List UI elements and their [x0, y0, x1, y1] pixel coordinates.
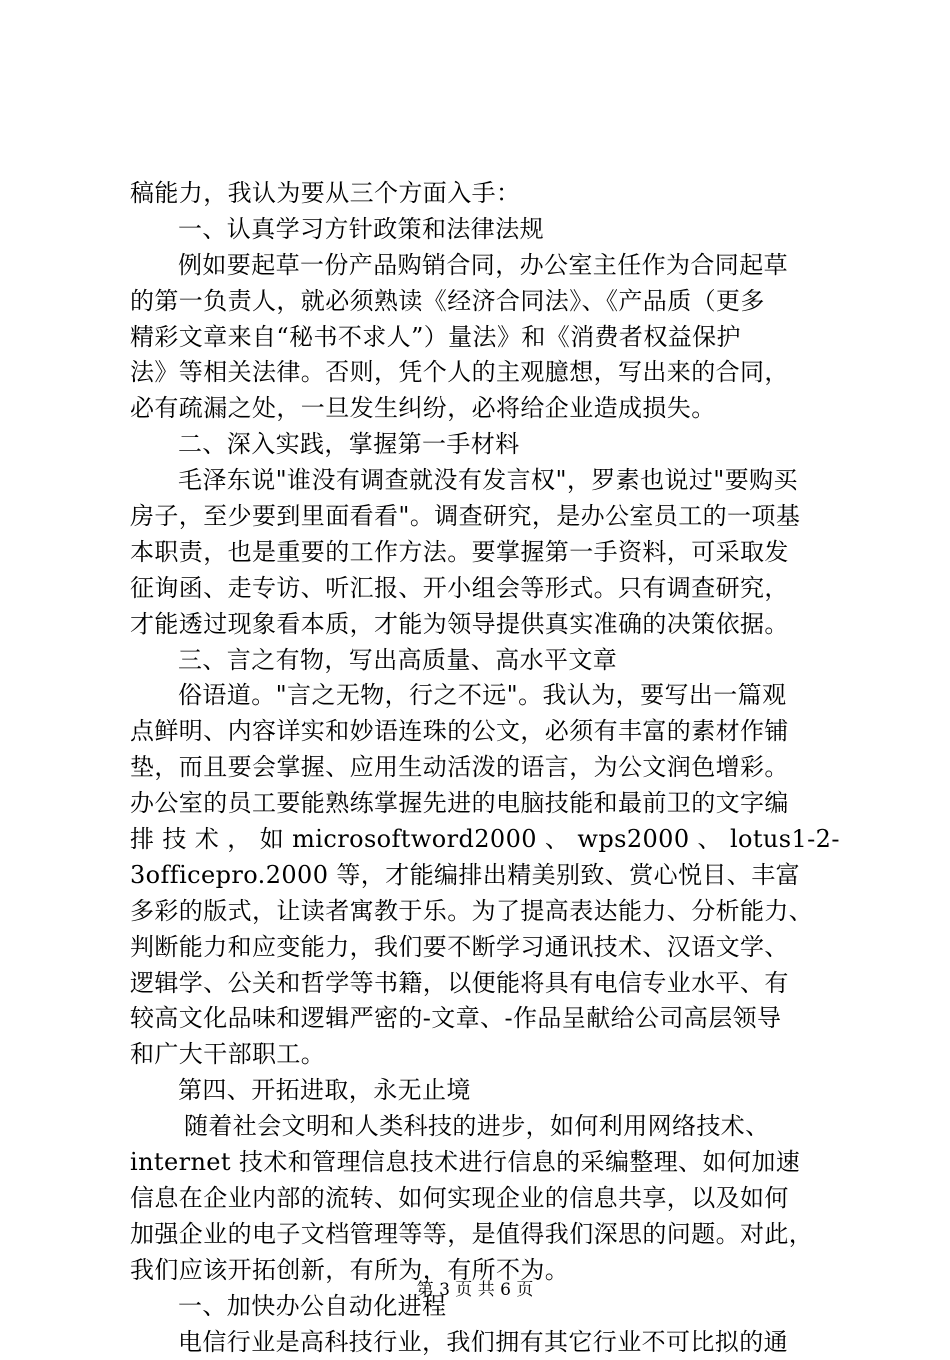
- paragraph-line: 电信行业是高科技行业，我们拥有其它行业不可比拟的通: [130, 1325, 840, 1360]
- paragraph-line: 必有疏漏之处，一旦发生纠纷，必将给企业造成损失。: [130, 391, 840, 427]
- paragraph-line: 法》等相关法律。否则，凭个人的主观臆想，写出来的合同，: [130, 355, 840, 391]
- paragraph-line: 毛泽东说"谁没有调查就没有发言权"，罗素也说过"要购买: [130, 463, 840, 499]
- paragraph-line: 房子，至少要到里面看看"。调查研究，是办公室员工的一项基: [130, 499, 840, 535]
- paragraph-line: 精彩文章来自“秘书不求人”）量法》和《消费者权益保护: [130, 320, 840, 356]
- paragraph-line: 较高文化品味和逻辑严密的-文章、-作品呈献给公司高层领导: [130, 1001, 840, 1037]
- paragraph-line: 办公室的员工要能熟练掌握先进的电脑技能和最前卫的文字编: [130, 786, 840, 822]
- page-number-footer: 第 3 页 共 6 页: [0, 1278, 950, 1302]
- paragraph-line: 稿能力，我认为要从三个方面入手：: [130, 176, 840, 212]
- paragraph-line: 信息在企业内部的流转、如何实现企业的信息共享，以及如何: [130, 1181, 840, 1217]
- paragraph-line: 才能透过现象看本质，才能为领导提供真实准确的决策依据。: [130, 607, 840, 643]
- paragraph-line: 垫，而且要会掌握、应用生动活泼的语言，为公文润色增彩。: [130, 750, 840, 786]
- paragraph-line: 本职责，也是重要的工作方法。要掌握第一手资料，可采取发: [130, 535, 840, 571]
- paragraph-line: 3officepro.2000 等，才能编排出精美别致、赏心悦目、丰富: [130, 858, 840, 894]
- section-heading: 二、深入实践，掌握第一手材料: [130, 427, 840, 463]
- paragraph-line: 俗语道。"言之无物，行之不远"。我认为，要写出一篇观: [130, 678, 840, 714]
- section-heading: 第四、开拓进取，永无止境: [130, 1073, 840, 1109]
- paragraph-line: 和广大干部职工。: [130, 1037, 840, 1073]
- paragraph-line: 逻辑学、公关和哲学等书籍，以便能将具有电信专业水平、有: [130, 966, 840, 1002]
- paragraph-line: 例如要起草一份产品购销合同，办公室主任作为合同起草: [130, 248, 840, 284]
- paragraph-line: 多彩的版式，让读者寓教于乐。为了提高表达能力、分析能力、: [130, 894, 840, 930]
- paragraph-line: 加强企业的电子文档管理等等，是值得我们深思的问题。对此，: [130, 1217, 840, 1253]
- paragraph-line: 的第一负责人，就必须熟读《经济合同法》、《产品质（更多: [130, 284, 840, 320]
- paragraph-line: 判断能力和应变能力，我们要不断学习通讯技术、汉语文学、: [130, 930, 840, 966]
- section-heading: 一、加快办公自动化进程: [130, 1289, 840, 1325]
- paragraph-line: 排 技 术 ， 如 microsoftword2000 、 wps2000 、 lotus1-2-: [130, 822, 840, 858]
- section-heading: 一、认真学习方针政策和法律法规: [130, 212, 840, 248]
- document-body: [130, 176, 840, 1360]
- paragraph-line: 征询函、走专访、听汇报、开小组会等形式。只有调查研究，: [130, 571, 840, 607]
- paragraph-line: internet 技术和管理信息技术进行信息的采编整理、如何加速: [130, 1145, 840, 1181]
- paragraph-line: 点鲜明、内容详实和妙语连珠的公文，必须有丰富的素材作铺: [130, 714, 840, 750]
- section-heading: 三、言之有物，写出高质量、高水平文章: [130, 643, 840, 679]
- paragraph-line: 随着社会文明和人类科技的进步，如何利用网络技术、: [130, 1109, 840, 1145]
- paragraph-line: 我们应该开拓创新，有所为，有所不为。: [130, 1253, 840, 1289]
